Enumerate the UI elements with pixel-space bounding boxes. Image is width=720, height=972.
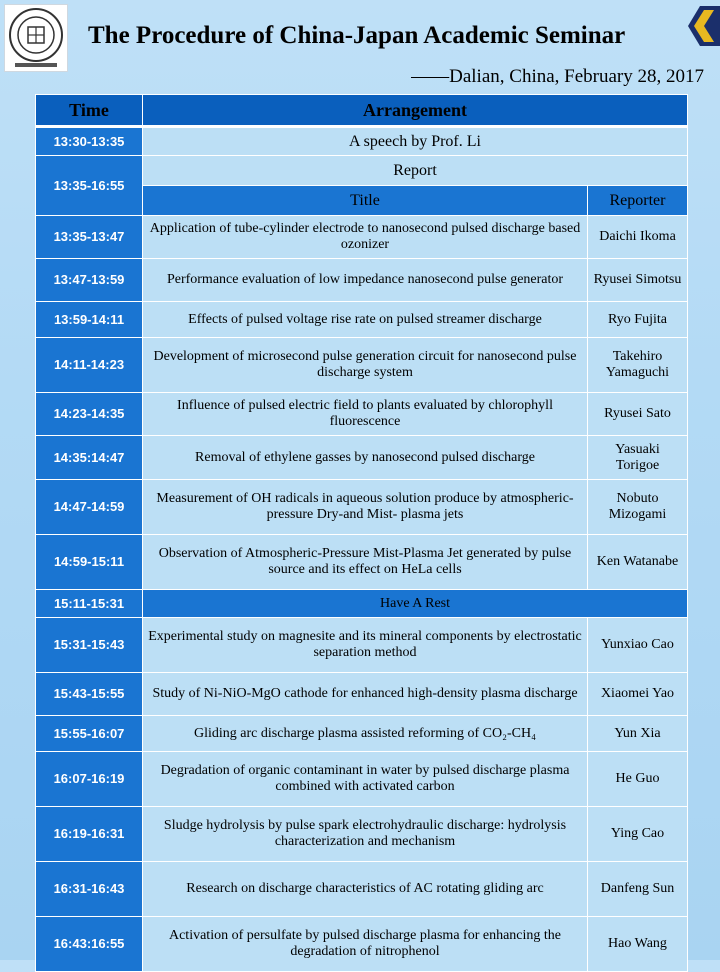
- talk-title: Removal of ethylene gasses by nanosecond pulsed discharge: [143, 436, 588, 480]
- time-cell: 14:23-14:35: [36, 393, 143, 436]
- reporter-name: Nobuto Mizogami: [588, 480, 688, 535]
- reporter-subheader: Reporter: [588, 186, 688, 216]
- university-logo: [4, 4, 68, 72]
- rest-text: Have A Rest: [143, 590, 688, 618]
- table-row: [36, 302, 688, 338]
- time-cell: 16:31-16:43: [36, 862, 143, 917]
- time-cell: 15:55-16:07: [36, 716, 143, 752]
- table-row: [36, 259, 688, 302]
- time-cell: 14:35:14:47: [36, 436, 143, 480]
- title-subheader: Title: [143, 186, 588, 216]
- report-label: Report: [143, 156, 688, 186]
- table-row: [36, 673, 688, 716]
- talk-title: Gliding arc discharge plasma assisted reforming of CO₂-CH₄: [143, 716, 588, 752]
- table-row: [36, 716, 688, 752]
- reporter-name: Ryusei Simotsu: [588, 259, 688, 302]
- time-cell: 14:59-15:11: [36, 535, 143, 590]
- time-cell: 15:43-15:55: [36, 673, 143, 716]
- time-cell: 15:31-15:43: [36, 618, 143, 673]
- time-cell: 13:35-13:47: [36, 216, 143, 259]
- talk-title: Effects of pulsed voltage rise rate on pulsed streamer discharge: [143, 302, 588, 338]
- table-row: [36, 216, 688, 259]
- talk-title: Measurement of OH radicals in aqueous solution produce by atmospheric-pressure Dry-and Mist- plasma jets: [143, 480, 588, 535]
- time-cell: 16:43:16:55: [36, 917, 143, 972]
- col-arrangement-header: Arrangement: [143, 95, 688, 127]
- reporter-name: Ken Watanabe: [588, 535, 688, 590]
- col-time-header: Time: [36, 95, 143, 127]
- table-row: [36, 917, 688, 972]
- reporter-name: Ying Cao: [588, 807, 688, 862]
- schedule-table: [35, 94, 688, 972]
- reporter-name: Takehiro Yamaguchi: [588, 338, 688, 393]
- reporter-name: Danfeng Sun: [588, 862, 688, 917]
- time-cell: 15:11-15:31: [36, 590, 143, 618]
- reporter-name: He Guo: [588, 752, 688, 807]
- time-cell: 13:47-13:59: [36, 259, 143, 302]
- talk-title: Influence of pulsed electric field to plants evaluated by chlorophyll fluorescence: [143, 393, 588, 436]
- table-row: [36, 338, 688, 393]
- speech-row: [36, 127, 688, 156]
- time-cell: 16:07-16:19: [36, 752, 143, 807]
- talk-title: Development of microsecond pulse generation circuit for nanosecond pulse discharge system: [143, 338, 588, 393]
- reporter-name: Daichi Ikoma: [588, 216, 688, 259]
- talk-title: Performance evaluation of low impedance nanosecond pulse generator: [143, 259, 588, 302]
- reporter-name: Ryusei Sato: [588, 393, 688, 436]
- talk-title: Observation of Atmospheric-Pressure Mist-Plasma Jet generated by pulse source and its effect on HeLa cells: [143, 535, 588, 590]
- time-cell: 13:59-14:11: [36, 302, 143, 338]
- reporter-name: Hao Wang: [588, 917, 688, 972]
- rest-row: [36, 590, 688, 618]
- reporter-name: Yun Xia: [588, 716, 688, 752]
- table-row: [36, 535, 688, 590]
- talk-title: Sludge hydrolysis by pulse spark electrohydraulic discharge: hydrolysis characterization and mechanism: [143, 807, 588, 862]
- table-row: [36, 480, 688, 535]
- page-subtitle: ——Dalian, China, February 28, 2017: [411, 66, 704, 87]
- time-cell: 14:47-14:59: [36, 480, 143, 535]
- reporter-name: Yasuaki Torigoe: [588, 436, 688, 480]
- talk-title: Activation of persulfate by pulsed discharge plasma for enhancing the degradation of nitrophenol: [143, 917, 588, 972]
- table-header-row: [36, 95, 688, 127]
- talk-title: Study of Ni-NiO-MgO cathode for enhanced high-density plasma discharge: [143, 673, 588, 716]
- table-row: [36, 807, 688, 862]
- report-row: [36, 156, 688, 186]
- talk-title: Experimental study on magnesite and its mineral components by electrostatic separation method: [143, 618, 588, 673]
- talk-title: Degradation of organic contaminant in water by pulsed discharge plasma combined with activated carbon: [143, 752, 588, 807]
- table-row: [36, 752, 688, 807]
- reporter-name: Ryo Fujita: [588, 302, 688, 338]
- table-row: [36, 393, 688, 436]
- table-row: [36, 862, 688, 917]
- talk-title: Application of tube-cylinder electrode to nanosecond pulsed discharge based ozonizer: [143, 216, 588, 259]
- time-cell: 14:11-14:23: [36, 338, 143, 393]
- time-cell: 16:19-16:31: [36, 807, 143, 862]
- speech-text: A speech by Prof. Li: [143, 127, 688, 156]
- talk-title: Research on discharge characteristics of AC rotating gliding arc: [143, 862, 588, 917]
- reporter-name: Yunxiao Cao: [588, 618, 688, 673]
- table-row: [36, 618, 688, 673]
- page-title: The Procedure of China-Japan Academic Seminar: [88, 22, 626, 49]
- table-row: [36, 436, 688, 480]
- reporter-name: Xiaomei Yao: [588, 673, 688, 716]
- time-cell: 13:30-13:35: [36, 127, 143, 156]
- time-cell: 13:35-16:55: [36, 156, 143, 216]
